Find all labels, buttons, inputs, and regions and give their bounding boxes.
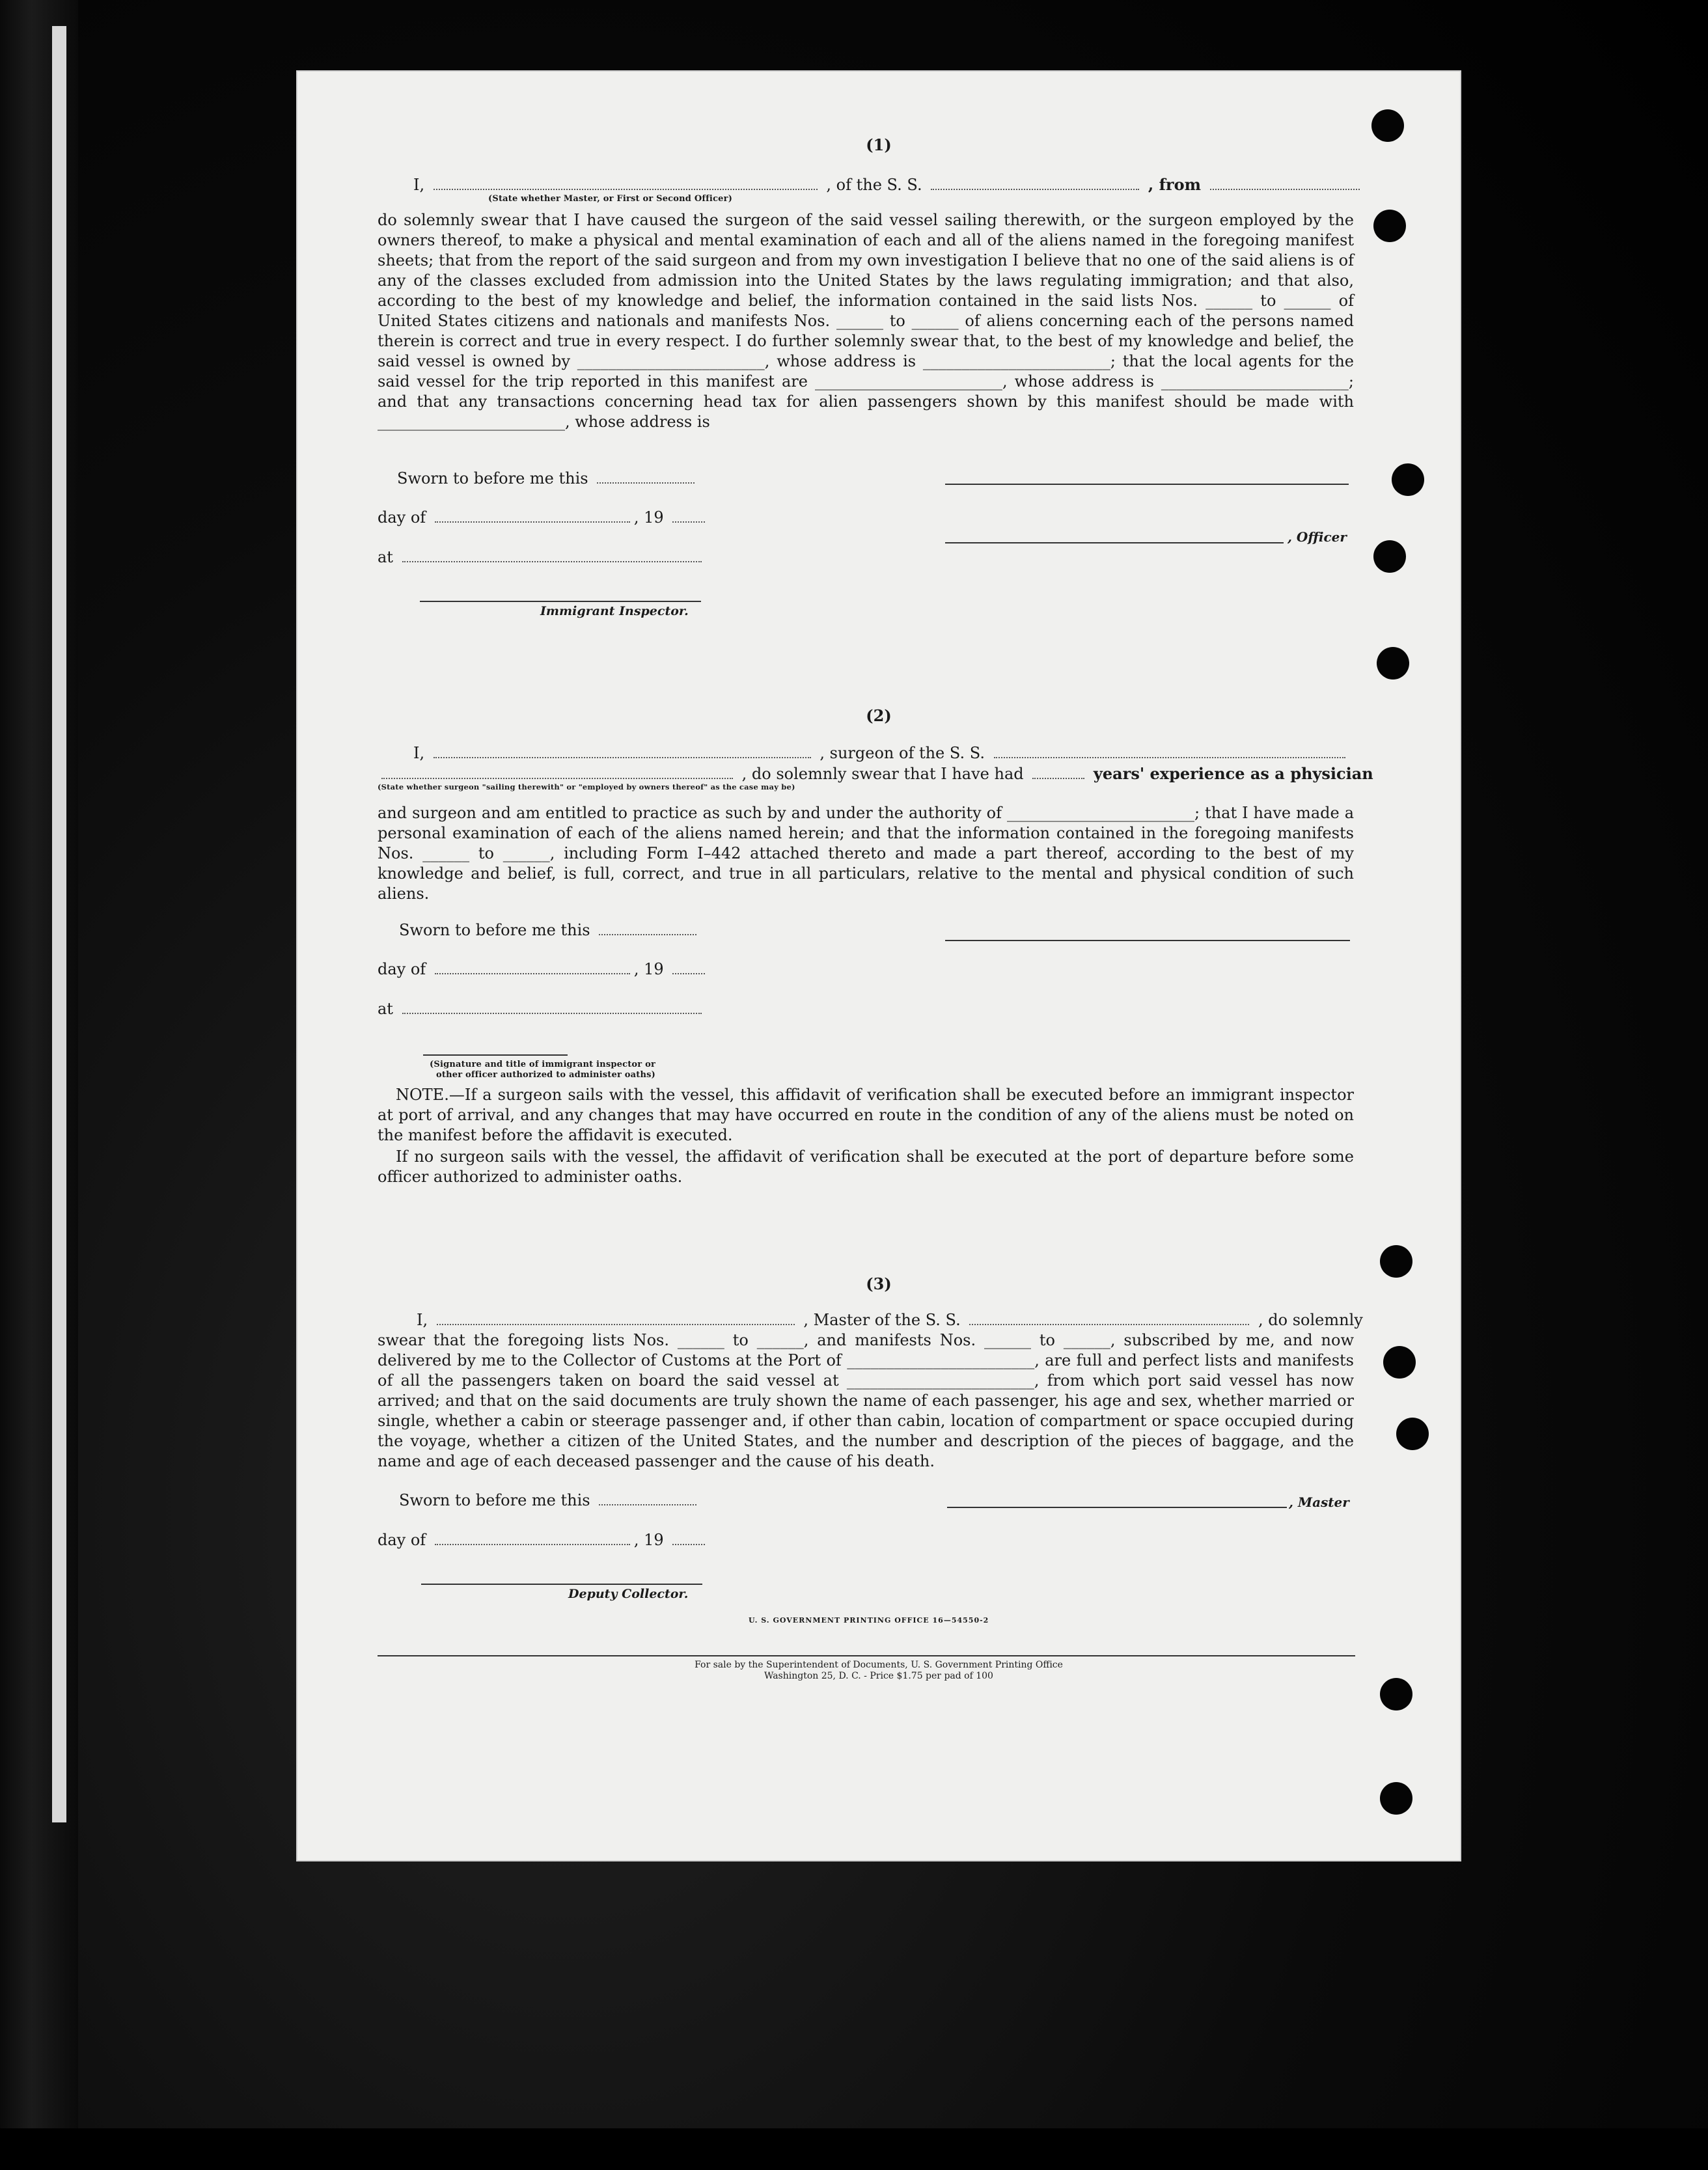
vessel-name-field[interactable] [969,1311,1249,1325]
signature-hint-2: other officer authorized to administer oaths) [436,1070,655,1080]
label: day of [378,508,426,527]
scan-bottom-border [0,2128,1708,2170]
years-field[interactable] [1032,765,1084,779]
section-1-oath-line [413,174,1390,195]
label: day of [378,960,426,978]
manifest-affidavit-page [296,70,1461,1861]
footer-divider [378,1655,1355,1656]
label: at [378,548,393,566]
deputy-collector-label: Deputy Collector. [568,1587,689,1601]
gpo-imprint: U. S. GOVERNMENT PRINTING OFFICE 16—54550-2 [749,1616,989,1625]
label: Sworn to before me this [397,469,588,488]
section-2-affidavit-text: and surgeon and am entitled to practice as such by and under the authority of ________________________; that I have made a personal examination of each of the aliens named herein; and that the information contained in the foregoing manifests Nos. ______ to ______, including Form I–442 attached thereto and made a part thereof, according to the best of my knowledge and belief, is full, correct, and true in all particulars, relative to the mental and physical condition of such aliens. [378,804,1354,903]
surgeon-status-hint: (State whether surgeon "sailing therewith" or "employed by owners thereof" as the case may be) [378,782,795,791]
place-field[interactable] [402,1000,702,1014]
officer-title-line[interactable] [945,542,1284,543]
sworn-line [397,469,1373,489]
label: , do solemnly [1258,1311,1363,1329]
inspector-signature-line[interactable] [420,601,701,602]
label: , Master of the S. S. [803,1311,961,1329]
sworn-day-field[interactable] [599,1491,696,1505]
departure-port-field[interactable] [1210,176,1360,190]
year-field[interactable] [672,1531,705,1545]
note-paragraph-1: NOTE.—If a surgeon sails with the vessel, this affidavit of verification shall be executed before an immigrant inspector at port of arrival, and any changes that may have occurred en route in the condition of any of the aliens must be noted on the manifest before the affidavit is executed. [378,1086,1354,1144]
master-name-field[interactable] [437,1311,795,1325]
punch-hole-icon [1380,1245,1412,1278]
sworn-day-field[interactable] [599,921,696,935]
sworn-day-field[interactable] [597,469,695,484]
signature-hint-1: (Signature and title of immigrant inspector or [430,1060,655,1069]
label: I, [413,744,425,762]
officer-signature-line[interactable] [945,484,1349,485]
sale-notice-line-2: Washington 25, D. C. - Price $1.75 per pad of 100 [764,1671,993,1681]
punch-hole-icon [1396,1418,1429,1450]
label: , 19 [633,508,664,527]
administering-officer-signature-line[interactable] [423,1054,568,1056]
section-3-oath-line [417,1310,1393,1330]
at-line [378,547,1354,568]
adjacent-page-edge [52,26,66,1822]
section-2-number: (2) [866,706,892,725]
day-of-line [378,959,1354,980]
surgeon-signature-line[interactable] [945,940,1350,941]
surgeon-status-field[interactable] [381,765,733,779]
punch-hole-icon [1392,463,1424,496]
sworn-line [399,920,1375,941]
section-3-affidavit-text: swear that the foregoing lists Nos. ______ to ______, and manifests Nos. ______ to ______, subscribed by me, and now delivered by me to the Collector of Customs at the Port of ________________________, are full and perfect lists and manifests of all the passengers taken on board the said vessel at ________________________, from which port said vessel has now arrived; and that on the said documents are truly shown the name of each passenger, his age and sex, whether married or single, whether a cabin or steerage passenger and, if other than cabin, location of compartment or space occupied during the voyage, whether a citizen of the United States, and the number and description of the pieces of baggage, and the name and age of each deceased passenger and the cause of his death. [378,1331,1354,1470]
label: , surgeon of the S. S. [820,744,985,762]
punch-hole-icon [1377,647,1409,680]
label: , 19 [633,960,664,978]
section-2-experience-line [378,763,1373,784]
label: , of the S. S. [826,176,922,194]
vessel-name-field[interactable] [931,176,1139,190]
day-of-line [378,1530,1354,1550]
label: Sworn to before me this [399,921,590,939]
label: , do solemnly swear that I have had [741,765,1024,783]
day-of-line [378,508,1354,528]
punch-hole-icon [1380,1782,1412,1815]
label: years' experience as a physician [1093,764,1373,783]
label: , 19 [633,1531,664,1549]
master-signature-line[interactable] [947,1507,1287,1508]
year-field[interactable] [672,508,705,523]
section-3-number: (3) [866,1274,892,1293]
deputy-collector-signature-line[interactable] [421,1584,702,1585]
master-label: , Master [1289,1494,1349,1510]
section-1-number: (1) [866,135,892,154]
year-field[interactable] [672,960,705,974]
label: day of [378,1531,426,1549]
inspector-label: Immigrant Inspector. [540,604,689,618]
place-field[interactable] [402,548,702,562]
vessel-name-field[interactable] [994,744,1345,758]
officer-rank-field[interactable] [434,176,818,190]
sale-notice-line-1: For sale by the Superintendent of Documents, U. S. Government Printing Office [695,1660,1063,1670]
month-field[interactable] [435,508,630,523]
label: I, [417,1311,428,1329]
label: at [378,1000,393,1018]
punch-hole-icon [1373,210,1406,242]
month-field[interactable] [435,1531,630,1545]
punch-hole-icon [1373,540,1406,573]
month-field[interactable] [435,960,630,974]
label: Sworn to before me this [399,1491,590,1509]
label: I, [413,176,425,194]
section-1-affidavit-text: do solemnly swear that I have caused the surgeon of the said vessel sailing therewith, or the surgeon employed by the owners thereof, to make a physical and mental examination of each and all of the aliens named in the foregoing manifest sheets; that from the report of the said surgeon and from my own investigation I believe that no one of the said aliens is of any of the classes excluded from admission into the United States by the laws regulating immigration; and that also, according to the best of my knowledge and belief, the information contained in the said lists Nos. ______ to ______ of United States citizens and nationals and manifests Nos. ______ to ______ of aliens concerning each of the persons named therein is correct and true in every respect. I do further solemnly swear that, to the best of my knowledge and belief, the said vessel is owned by ________________________, whose address is ________________________; that the local agents for the said vessel for the trip reported in this manifest are ________________________, whose address is ________________________; and that any transactions concerning head tax for alien passengers shown by this manifest should be made with ________________________, whose address is [378,211,1354,431]
scan-left-border [0,0,78,2170]
officer-label: , Officer [1288,529,1347,545]
officer-rank-hint: (State whether Master, or First or Second Officer) [488,194,733,204]
punch-hole-icon [1383,1346,1416,1379]
label: , from [1148,175,1201,194]
note-paragraph-2: If no surgeon sails with the vessel, the affidavit of verification shall be executed at the port of departure before some officer authorized to administer oaths. [378,1147,1354,1186]
punch-hole-icon [1380,1678,1412,1710]
surgeon-name-field[interactable] [434,744,811,758]
at-line [378,999,1354,1019]
section-2-oath-line [413,743,1390,763]
